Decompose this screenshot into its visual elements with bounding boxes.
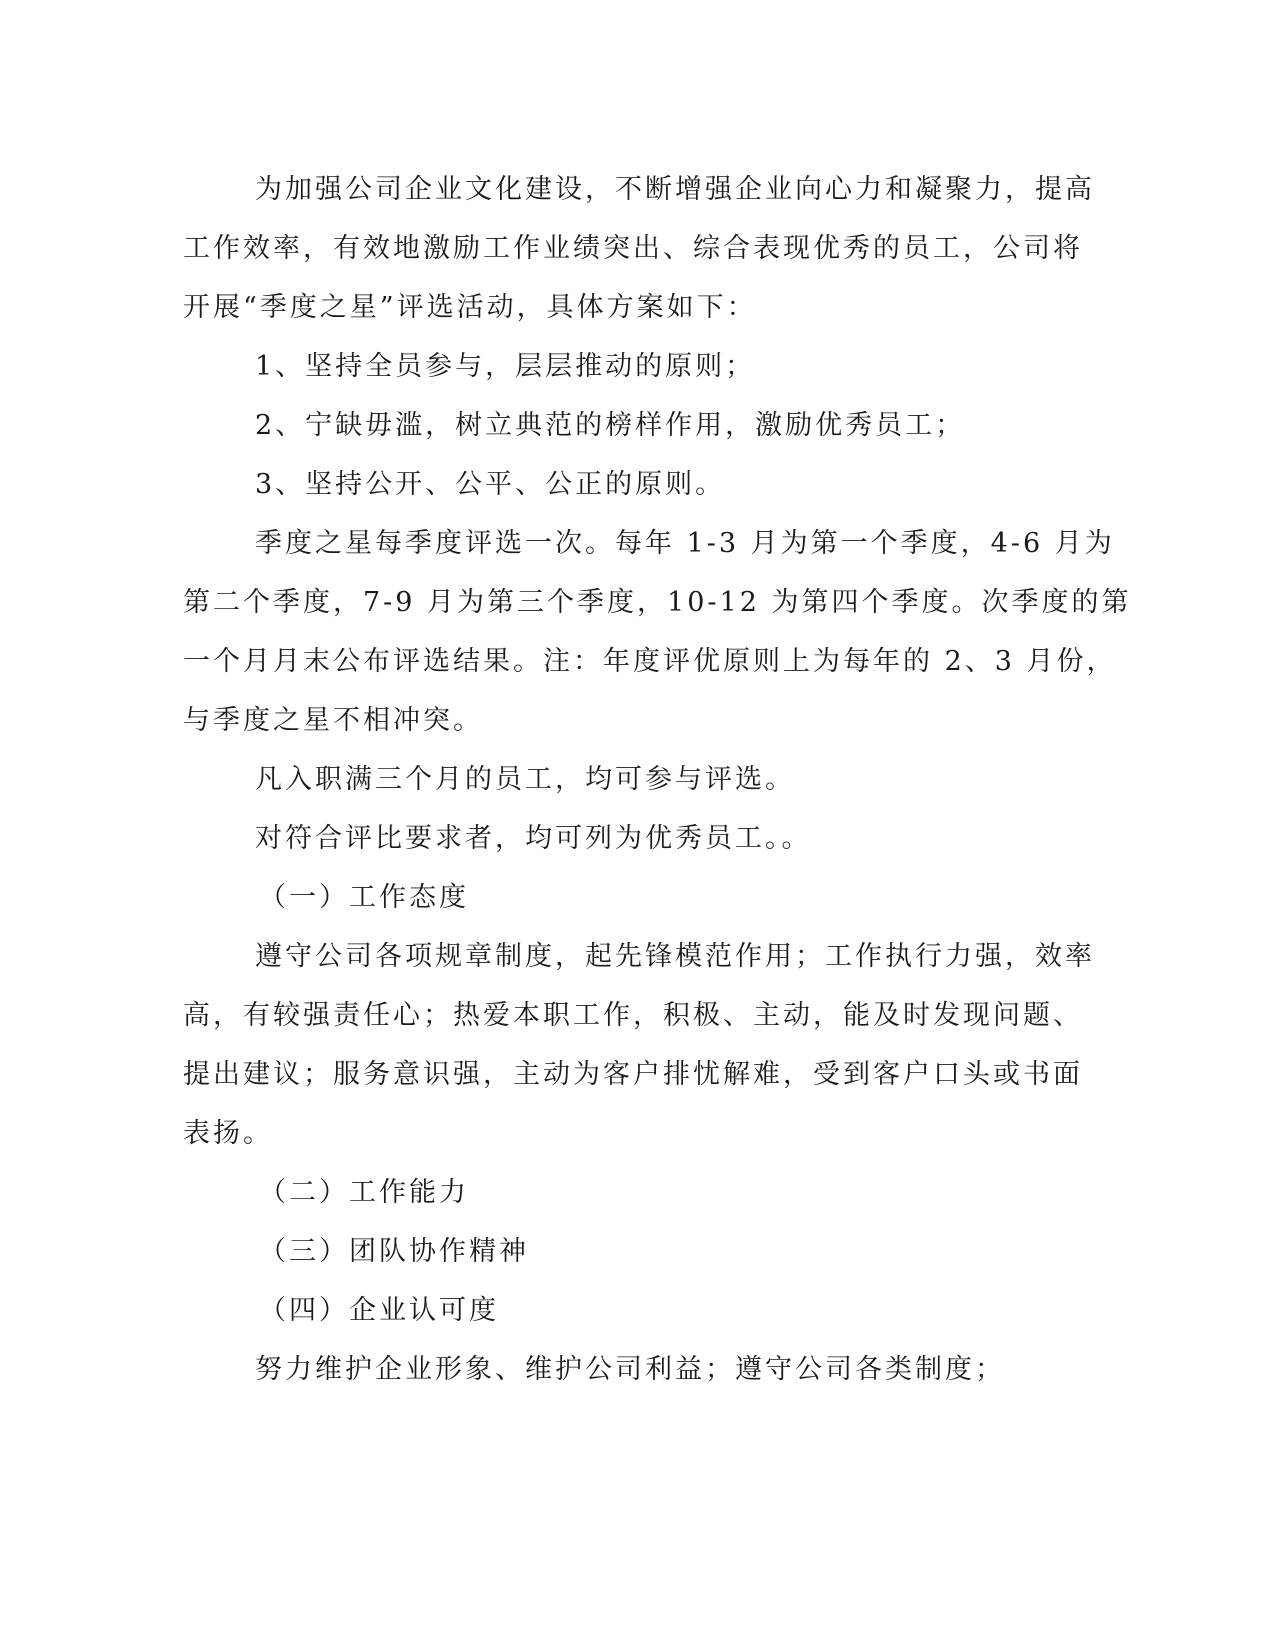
- schedule-line-2: 第二个季度，7-9 月为第三个季度，10-12 为第四个季度。次季度的第: [183, 587, 1132, 618]
- criteria-1-line-3: 提出建议；服务意识强，主动为客户排忧解难，受到客户口头或书面: [183, 1059, 1083, 1090]
- intro-line-3: 开展“季度之星”评选活动，具体方案如下：: [183, 292, 757, 323]
- intro-line-1: 为加强公司企业文化建设，不断增强企业向心力和凝聚力，提高: [255, 174, 1095, 205]
- criteria-1-line-1: 遵守公司各项规章制度，起先锋模范作用；工作执行力强，效率: [255, 941, 1095, 972]
- criteria-2-heading: （二）工作能力: [259, 1177, 469, 1208]
- schedule-line-4: 与季度之星不相冲突。: [183, 705, 483, 736]
- principle-2: 2、宁缺毋滥，树立典范的榜样作用，激励优秀员工；: [255, 410, 966, 441]
- schedule-paragraph: [183, 514, 1132, 750]
- requirement-paragraph: 对符合评比要求者，均可列为优秀员工。。: [255, 823, 812, 854]
- criteria-1-paragraph: [183, 927, 1095, 1163]
- schedule-line-3: 一个月月末公布评选结果。注：年度评优原则上为每年的 2、3 月份，: [183, 646, 1117, 677]
- criteria-3-heading: （三）团队协作精神: [259, 1236, 529, 1267]
- intro-line-2: 工作效率，有效地激励工作业绩突出、综合表现优秀的员工，公司将: [183, 233, 1083, 264]
- eligibility-paragraph: 凡入职满三个月的员工，均可参与评选。: [255, 764, 795, 795]
- principle-1: 1、坚持全员参与，层层推动的原则；: [255, 351, 756, 382]
- criteria-4-paragraph: 努力维护企业形象、维护公司利益；遵守公司各类制度；: [255, 1354, 1005, 1385]
- document-body: [183, 160, 1132, 1399]
- criteria-1-heading: （一）工作态度: [259, 882, 469, 913]
- criteria-1-line-2: 高，有较强责任心；热爱本职工作，积极、主动，能及时发现问题、: [183, 1000, 1083, 1031]
- intro-paragraph: [183, 160, 1095, 337]
- criteria-1-line-4: 表扬。: [183, 1118, 273, 1149]
- criteria-4-heading: （四）企业认可度: [259, 1295, 499, 1326]
- principle-3: 3、坚持公开、公平、公正的原则。: [255, 469, 726, 500]
- schedule-line-1: 季度之星每季度评选一次。每年 1-3 月为第一个季度，4-6 月为: [255, 528, 1115, 559]
